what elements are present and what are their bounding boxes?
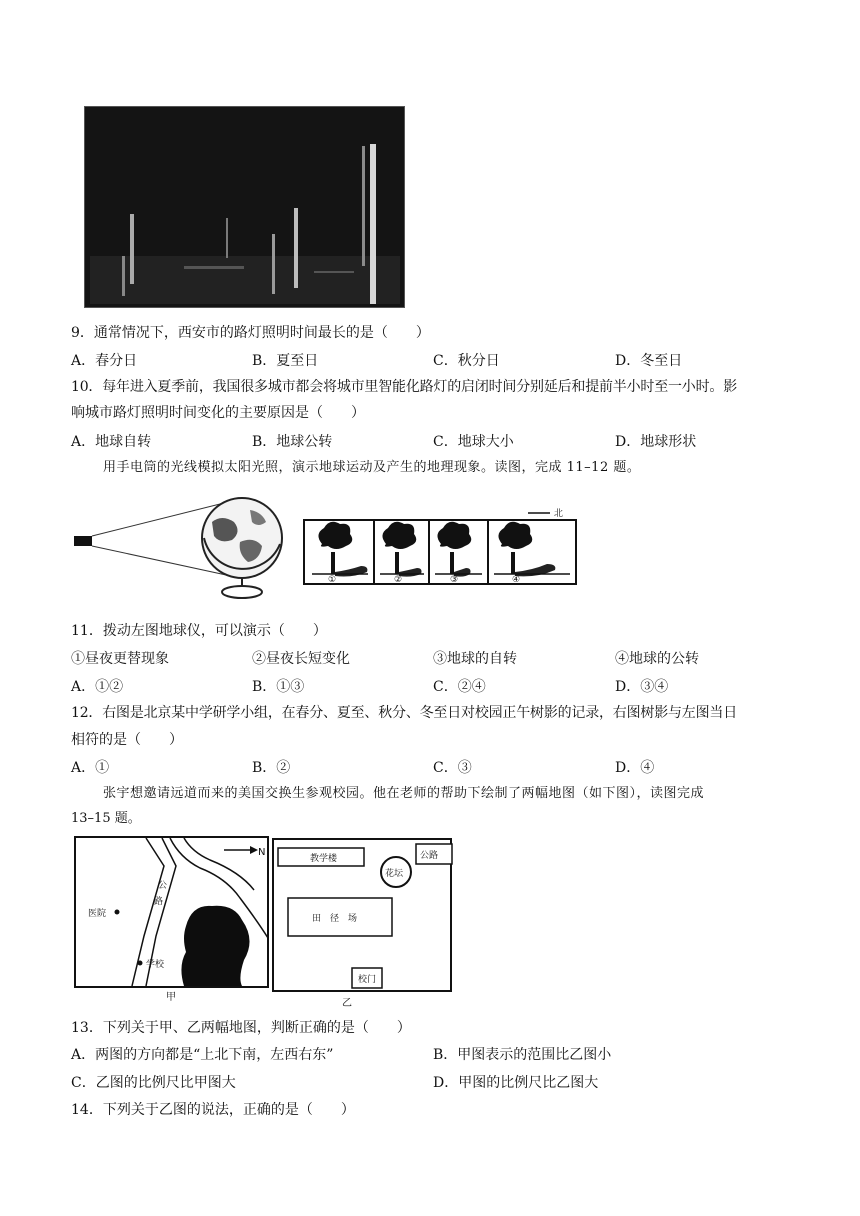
gate-label: 校门: [358, 975, 377, 985]
road-char-2: 路: [154, 897, 164, 907]
question-11-stem: 11．拨动左图地球仪，可以演示（ ）: [71, 623, 327, 639]
q10-option-d[interactable]: D．地球形状: [615, 434, 697, 450]
teaching-building-label: 教学楼: [310, 854, 338, 864]
track-field-label: 田 径 场: [312, 914, 358, 924]
intro-11-12: 用手电筒的光线模拟太阳光照，演示地球运动及产生的地理现象。读图，完成 11–12 题。: [103, 460, 641, 475]
q11-statement-2: ②昼夜长短变化: [252, 651, 350, 667]
tree-panel-2: [380, 522, 424, 585]
lake-icon: [181, 906, 249, 986]
tree-shadow-figure: [298, 504, 588, 608]
question-10-stem-line2: 响城市路灯照明时间变化的主要原因是（ ）: [71, 405, 365, 421]
q9-option-b[interactable]: B．夏至日: [252, 353, 319, 369]
intro-13-15-line2: 13–15 题。: [71, 811, 141, 826]
tree-panel-4: [494, 522, 570, 585]
q9-option-a[interactable]: A．春分日: [71, 353, 138, 369]
north-label: N: [258, 847, 266, 858]
panel-label-2: ②: [394, 575, 403, 585]
tree-panel-1: [312, 522, 368, 585]
q11-statement-1: ①昼夜更替现象: [71, 651, 169, 667]
q11-option-a[interactable]: A．①②: [71, 679, 124, 695]
q11-option-d[interactable]: D．③④: [615, 679, 669, 695]
question-13-stem: 13．下列关于甲、乙两幅地图，判断正确的是（ ）: [71, 1020, 411, 1036]
panel-label-1: ①: [328, 575, 337, 585]
school-marker: [138, 961, 143, 966]
map-jia: [74, 836, 270, 1012]
q12-option-a[interactable]: A．①: [71, 760, 110, 776]
panel-label-3: ③: [450, 575, 459, 585]
map-jia-caption: 甲: [166, 992, 176, 1003]
q11-option-b[interactable]: B．①③: [252, 679, 305, 695]
q11-statement-4: ④地球的公转: [615, 651, 699, 667]
globe-flashlight-figure: [72, 492, 292, 604]
question-12-stem-line1: 12．右图是北京某中学研学小组，在春分、夏至、秋分、冬至日对校园正午树影的记录，右图树影与左图当日: [71, 705, 738, 721]
question-9-stem: 9．通常情况下，西安市的路灯照明时间最长的是（ ）: [71, 325, 430, 341]
question-10-stem-line1: 10．每年进入夏季前，我国很多城市都会将城市里智能化路灯的启闭时间分别延后和提前半小时至一小时。影: [71, 379, 738, 395]
q13-option-a[interactable]: A．两图的方向都是“上北下南，左西右东”: [71, 1047, 334, 1063]
panel-label-4: ④: [512, 575, 521, 585]
map-yi-caption: 乙: [342, 998, 352, 1009]
q10-option-c[interactable]: C．地球大小: [433, 434, 514, 450]
question-12-stem-line2: 相符的是（ ）: [71, 732, 183, 748]
q9-option-c[interactable]: C．秋分日: [433, 353, 500, 369]
map-yi: [272, 838, 456, 1014]
q13-option-d[interactable]: D．甲图的比例尺比乙图大: [433, 1075, 599, 1091]
globe-icon: [202, 498, 282, 578]
hospital-label: 医院: [88, 909, 107, 919]
q13-option-c[interactable]: C．乙图的比例尺比甲图大: [71, 1075, 236, 1091]
intro-13-15-line1: 张宇想邀请远道而来的美国交换生参观校园。他在老师的帮助下绘制了两幅地图（如下图），读图完成: [103, 786, 705, 801]
school-label: 学校: [146, 960, 165, 970]
flower-bed-label: 花坛: [385, 869, 404, 879]
q11-statement-3: ③地球的自转: [433, 651, 517, 667]
road-label: 公路: [420, 851, 439, 861]
q11-option-c[interactable]: C．②④: [433, 679, 486, 695]
q12-option-c[interactable]: C．③: [433, 760, 472, 776]
flashlight-icon: [74, 536, 92, 546]
hospital-marker: [115, 910, 120, 915]
q12-option-d[interactable]: D．④: [615, 760, 655, 776]
q9-option-d[interactable]: D．冬至日: [615, 353, 683, 369]
q10-option-b[interactable]: B．地球公转: [252, 434, 333, 450]
road-char-1: 公: [158, 881, 168, 891]
q10-option-a[interactable]: A．地球自转: [71, 434, 152, 450]
tree-panel-3: [435, 522, 482, 585]
north-label: 北: [554, 509, 564, 519]
question-14-stem: 14．下列关于乙图的说法，正确的是（ ）: [71, 1102, 355, 1118]
q13-option-b[interactable]: B．甲图表示的范围比乙图小: [433, 1047, 612, 1063]
street-light-photo: [84, 106, 405, 308]
q12-option-b[interactable]: B．②: [252, 760, 291, 776]
